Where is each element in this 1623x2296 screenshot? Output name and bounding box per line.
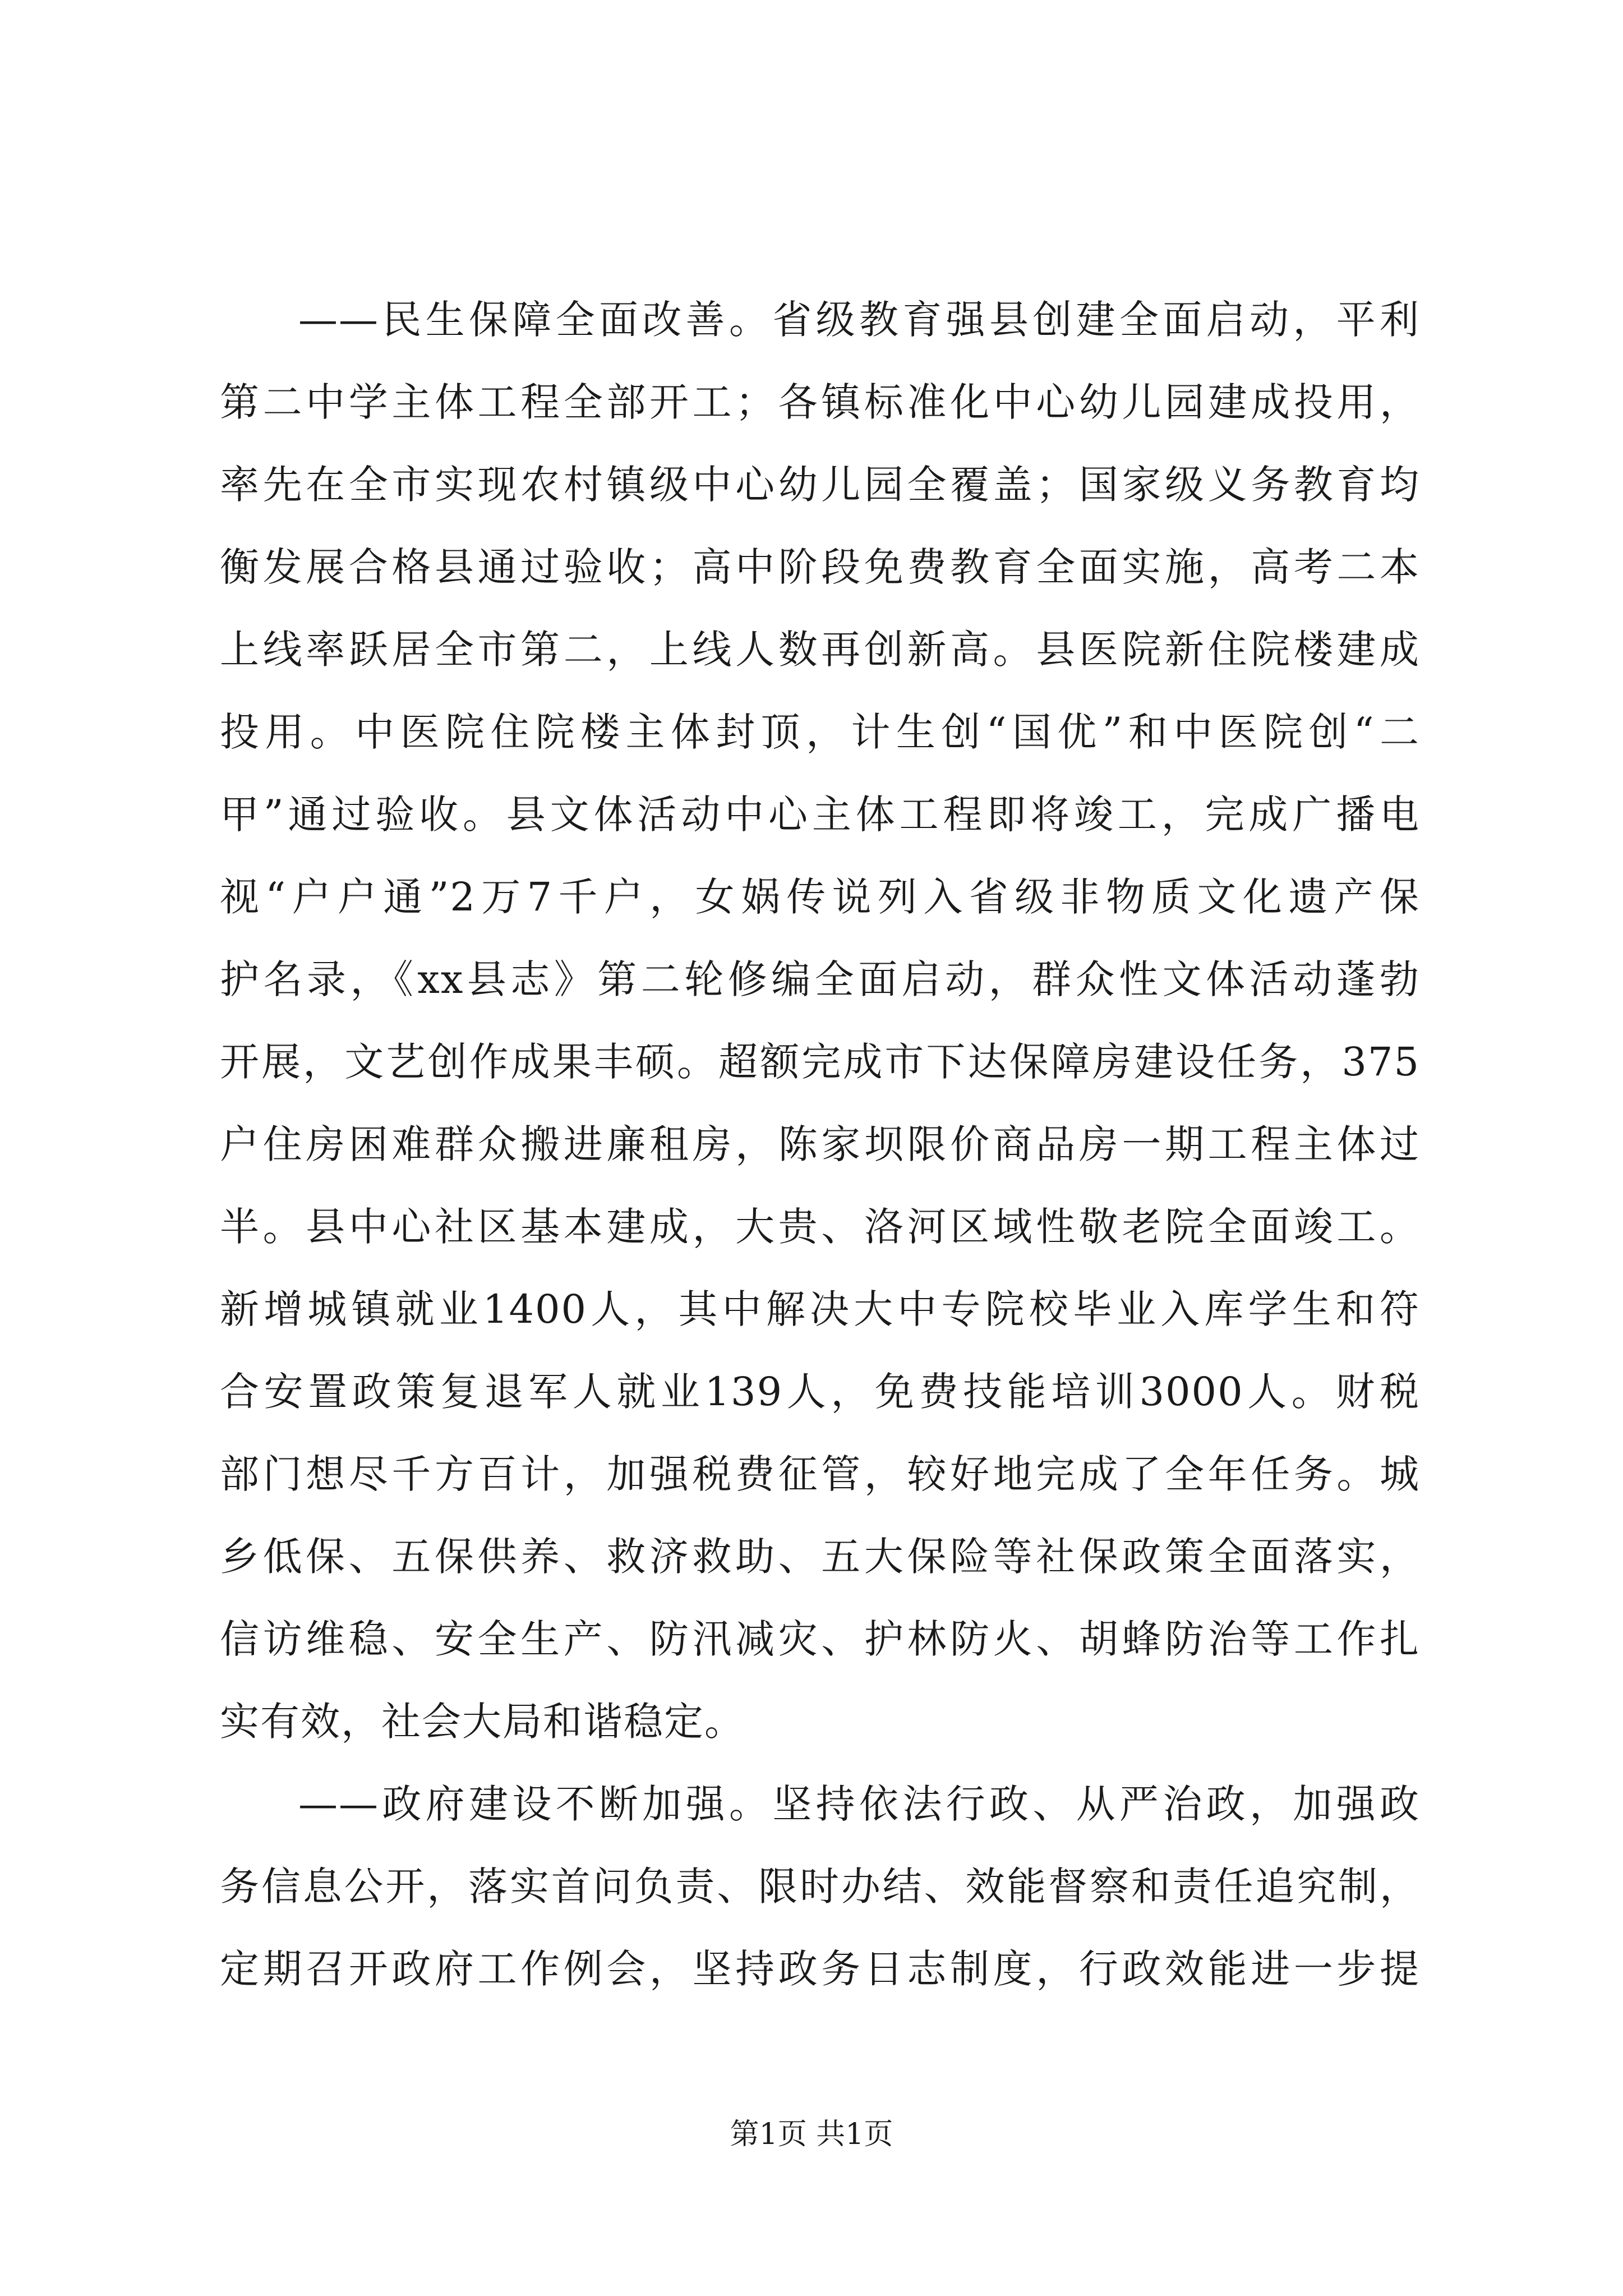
paragraph-line: 甲”通过验收。县文体活动中心主体工程即将竣工，完成广播电	[220, 792, 1420, 838]
paragraph-line: 户住房困难群众搬进廉租房，陈家坝限价商品房一期工程主体过	[220, 1121, 1420, 1167]
paragraph-line: 实有效，社会大局和谐稳定。	[220, 1699, 745, 1745]
paragraph-line: 投用。中医院住院楼主体封顶，计生创“国优”和中医院创“二	[220, 709, 1420, 755]
paragraph-line: 务信息公开，落实首问负责、限时办结、效能督察和责任追究制，	[220, 1864, 1420, 1910]
paragraph-line: 信访维稳、安全生产、防汛减灾、护林防火、胡蜂防治等工作扎	[220, 1616, 1420, 1662]
paragraph-line: 视“户户通”2万7千户，女娲传说列入省级非物质文化遗产保	[220, 874, 1420, 920]
paragraph-line: 上线率跃居全市第二，上线人数再创新高。县医院新住院楼建成	[220, 627, 1420, 673]
paragraph-line: 开展，文艺创作成果丰硕。超额完成市下达保障房建设任务，375	[220, 1039, 1420, 1085]
paragraph-line: 新增城镇就业1400人，其中解决大中专院校毕业入库学生和符	[220, 1286, 1420, 1332]
page-footer: 第1页 共1页	[730, 2118, 893, 2151]
paragraph-line: 第二中学主体工程全部开工；各镇标准化中心幼儿园建成投用，	[220, 379, 1420, 425]
paragraph-line: 合安置政策复退军人就业139人，免费技能培训3000人。财税	[220, 1369, 1420, 1415]
paragraph-line: ——政府建设不断加强。坚持依法行政、从严治政，加强政	[298, 1781, 1420, 1827]
paragraph-line: 部门想尽千方百计，加强税费征管，较好地完成了全年任务。城	[220, 1451, 1420, 1497]
paragraph-line: 率先在全市实现农村镇级中心幼儿园全覆盖；国家级义务教育均	[220, 462, 1420, 508]
paragraph-line: 半。县中心社区基本建成，大贵、洛河区域性敬老院全面竣工。	[220, 1204, 1420, 1250]
paragraph-line: 定期召开政府工作例会，坚持政务日志制度，行政效能进一步提	[220, 1946, 1420, 1992]
paragraph-line: 乡低保、五保供养、救济救助、五大保险等社保政策全面落实，	[220, 1534, 1420, 1580]
paragraph-line: 护名录，《xx县志》第二轮修编全面启动，群众性文体活动蓬勃	[220, 956, 1420, 1002]
paragraph-line: 衡发展合格县通过验收；高中阶段免费教育全面实施，高考二本	[220, 544, 1420, 590]
paragraph-line: ——民生保障全面改善。省级教育强县创建全面启动，平利	[298, 297, 1420, 343]
